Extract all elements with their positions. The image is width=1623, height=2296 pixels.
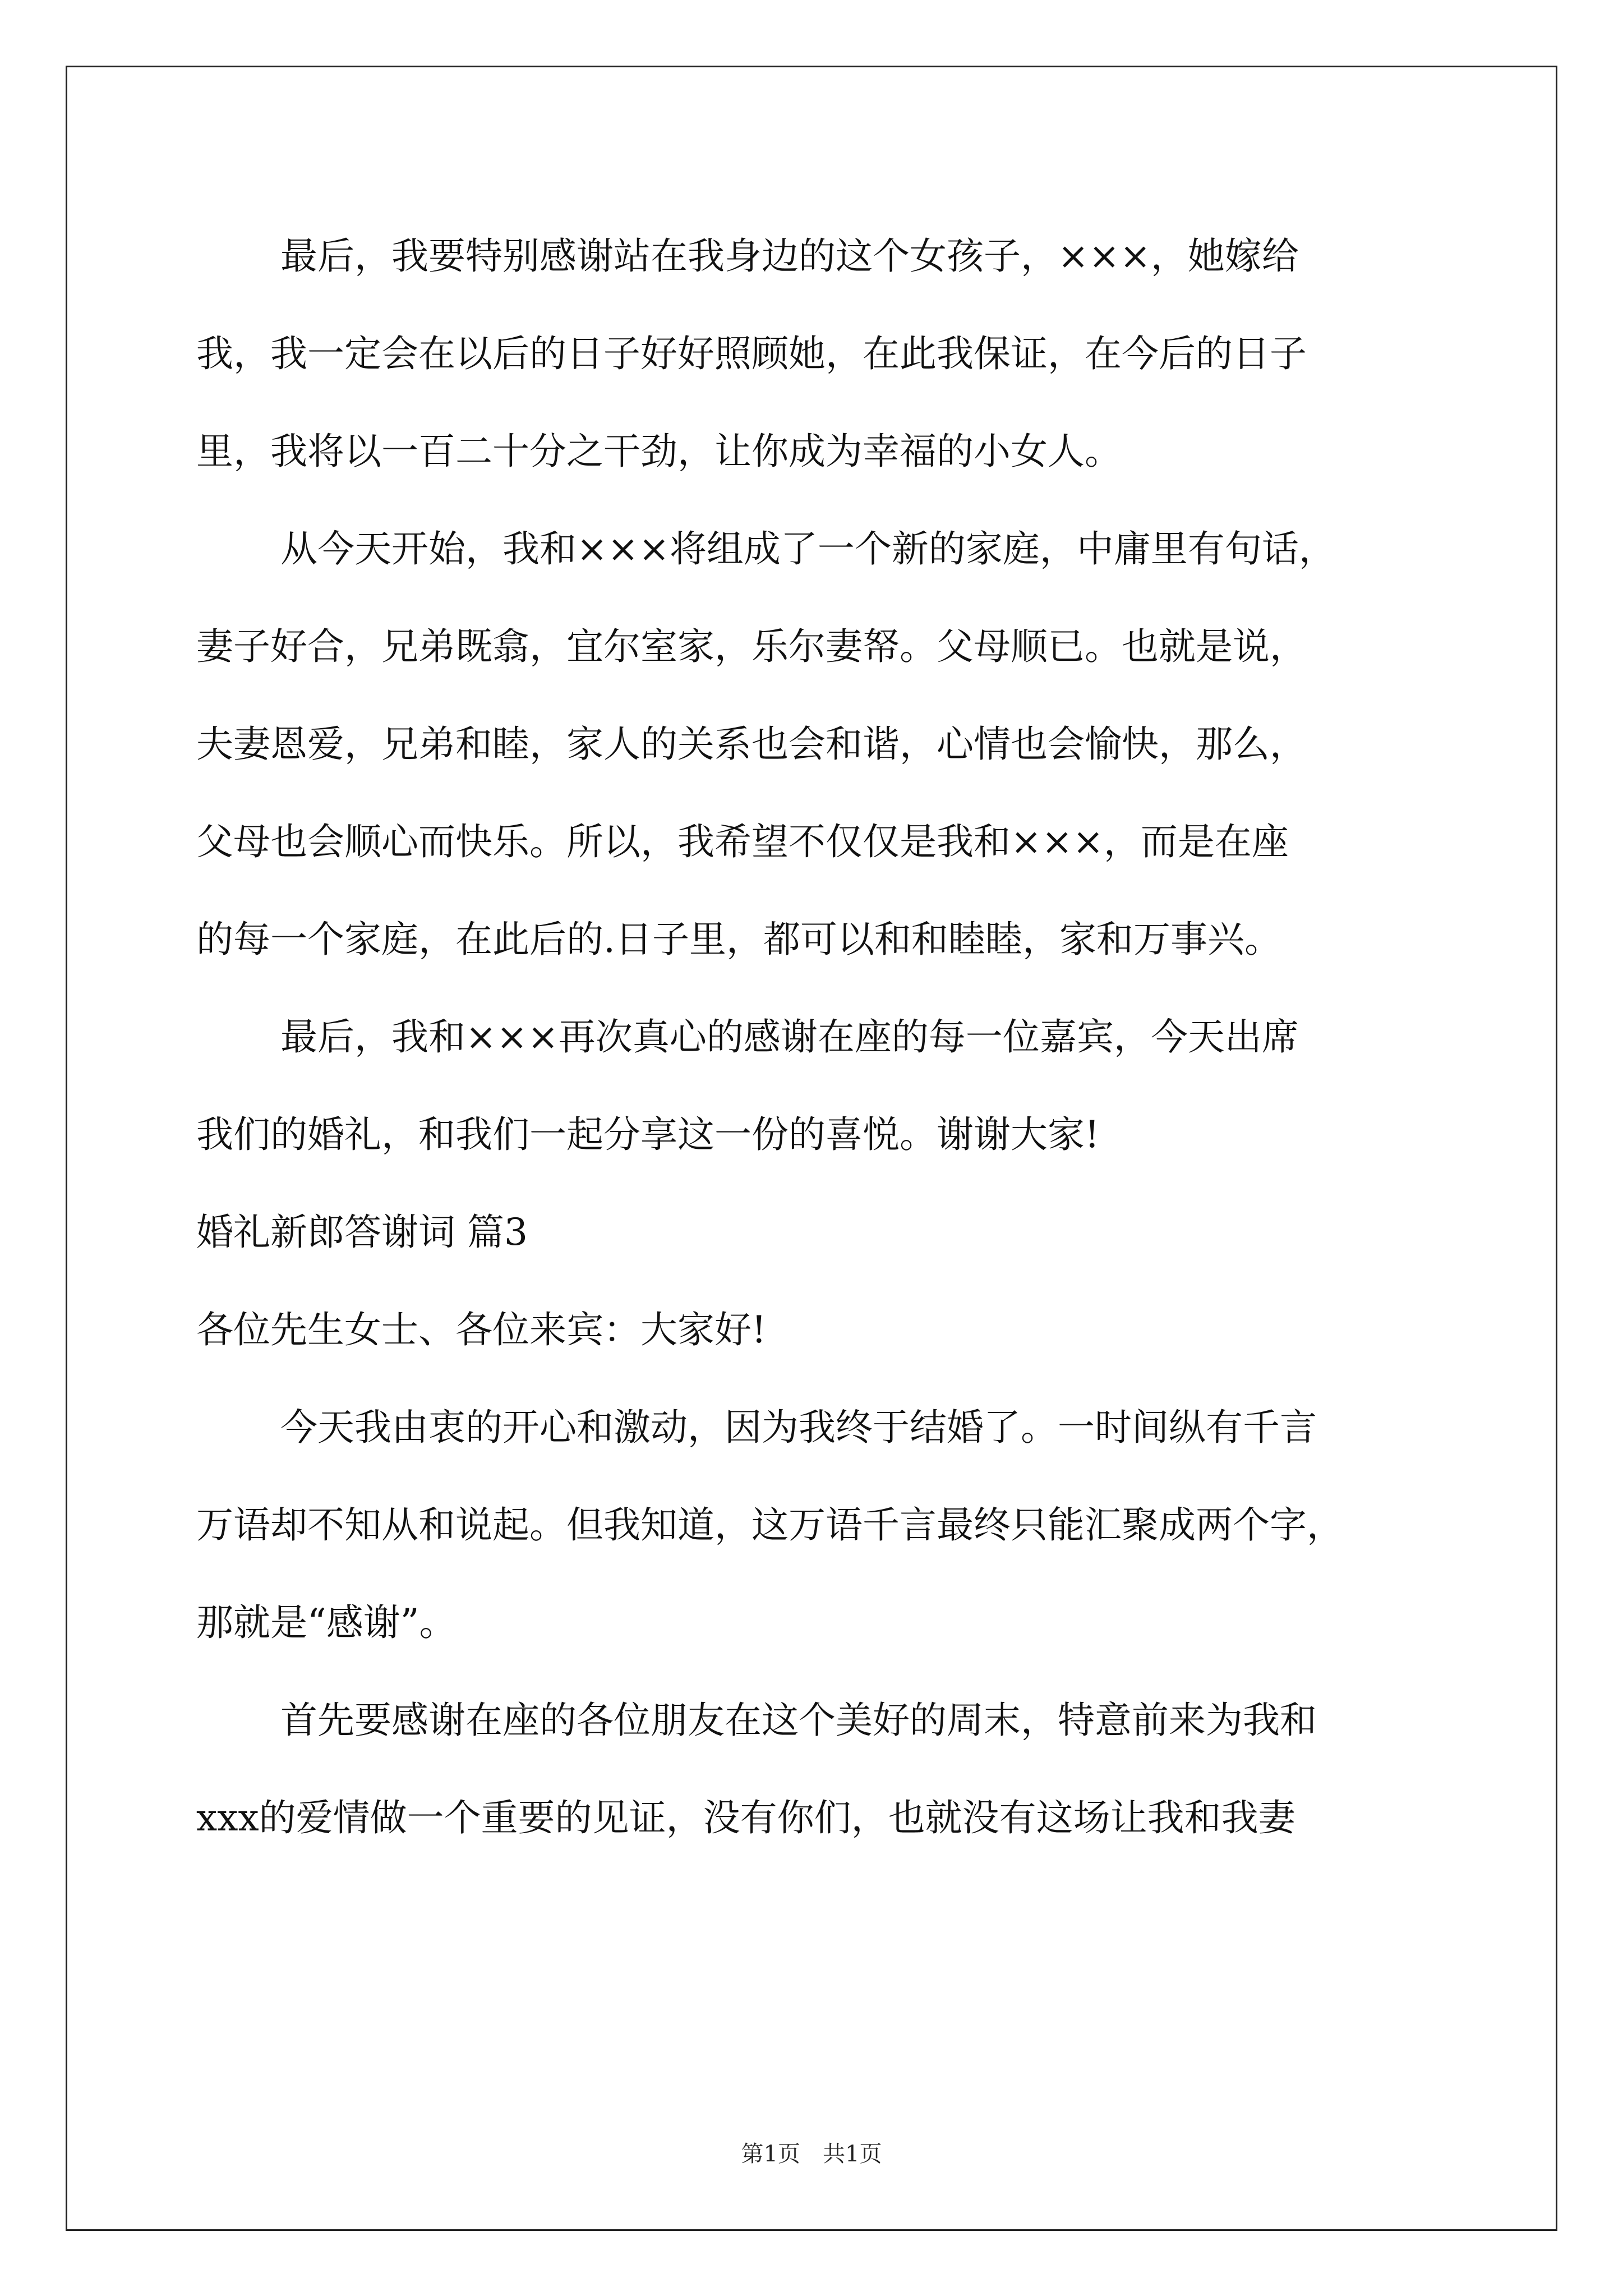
text-line: 妻子好合，兄弟既翕，宜尔室家，乐尔妻帑。父母顺已。也就是说， xyxy=(196,625,1307,668)
text-line: 里，我将以一百二十分之干劲，让你成为幸福的小女人。 xyxy=(196,430,1122,473)
section-heading: 婚礼新郎答谢词 篇3 xyxy=(196,1211,528,1254)
text-line: xxx的爱情做一个重要的见证，没有你们，也就没有这场让我和我妻 xyxy=(196,1796,1295,1839)
text-line: 最后，我要特别感谢站在我身边的这个女孩子，×××，她嫁给 xyxy=(280,234,1299,278)
text-line: 我们的婚礼，和我们一起分享这一份的喜悦。谢谢大家! xyxy=(196,1113,1100,1156)
text-line: 万语却不知从和说起。但我知道，这万语千言最终只能汇聚成两个字， xyxy=(196,1503,1344,1547)
page-footer: 第1页 共1页 xyxy=(741,2141,882,2167)
text-line: 的每一个家庭，在此后的.日子里，都可以和和睦睦，家和万事兴。 xyxy=(196,918,1281,961)
text-line: 首先要感谢在座的各位朋友在这个美好的周末，特意前来为我和 xyxy=(280,1699,1317,1742)
text-line: 今天我由衷的开心和激动，因为我终于结婚了。一时间纵有千言 xyxy=(280,1406,1317,1449)
text-line: 从今天开始，我和×××将组成了一个新的家庭，中庸里有句话， xyxy=(280,527,1336,570)
document-body xyxy=(196,208,1430,1867)
text-line: 父母也会顺心而快乐。所以，我希望不仅仅是我和×××，而是在座 xyxy=(196,820,1289,863)
text-line: 那就是“感谢”。 xyxy=(196,1601,457,1644)
salutation: 各位先生女士、各位来宾：大家好! xyxy=(196,1308,767,1351)
text-line: 我，我一定会在以后的日子好好照顾她，在此我保证，在今后的日子 xyxy=(196,332,1307,375)
text-line: 最后，我和×××再次真心的感谢在座的每一位嘉宾，今天出席 xyxy=(280,1015,1299,1059)
text-line: 夫妻恩爱，兄弟和睦，家人的关系也会和谐，心情也会愉快，那么， xyxy=(196,723,1307,766)
